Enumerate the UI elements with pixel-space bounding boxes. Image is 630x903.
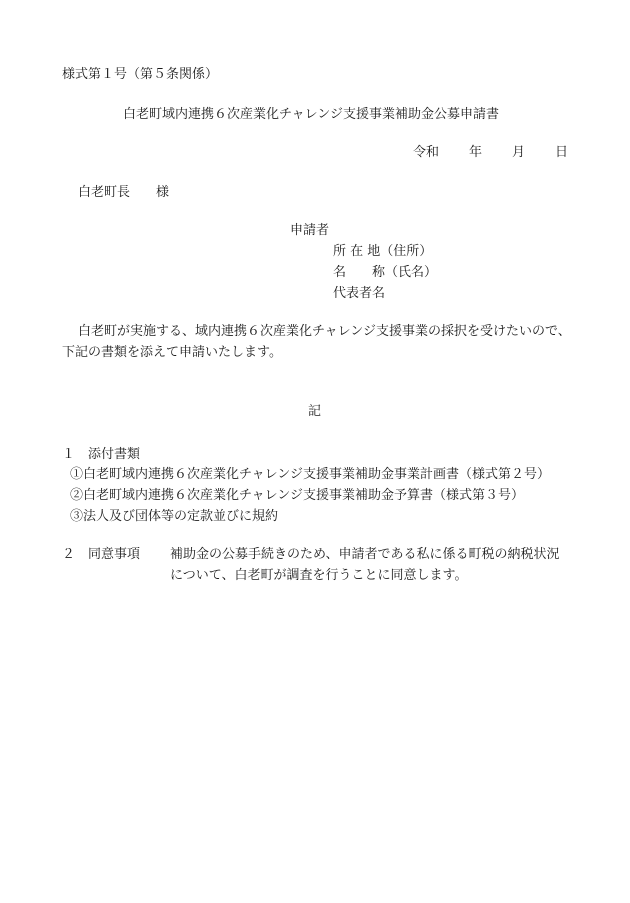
form-number: 様式第１号（第５条関係） <box>62 67 219 82</box>
body-text-line-1: 白老町が実施する、域内連携６次産業化チャレンジ支援事業の採択を受けたいので、 <box>78 324 571 339</box>
applicant-address-label: 所 在 地（住所） <box>333 244 433 259</box>
body-text-line-2: 下記の書類を添えて申請いたします。 <box>62 345 282 360</box>
date-day: 日 <box>554 145 568 160</box>
section-1-heading: １ 添付書類 <box>62 447 141 462</box>
date-line <box>413 144 568 162</box>
attachment-item: ①白老町域内連携６次産業化チャレンジ支援事業補助金事業計画書（様式第２号） <box>70 467 550 482</box>
applicant-heading: 申請者 <box>290 223 330 238</box>
date-era: 令和 <box>412 145 439 160</box>
attachment-item: ③法人及び団体等の定款並びに規約 <box>70 509 279 524</box>
consent-text-line-2: について、白老町が調査を行うことに同意します。 <box>170 568 468 583</box>
applicant-name-label: 名 称（氏名） <box>333 265 438 280</box>
date-year: 年 <box>468 145 482 160</box>
section-2-heading: ２ 同意事項 <box>62 547 141 562</box>
ki-heading: 記 <box>308 404 322 419</box>
applicant-representative-label: 代表者名 <box>333 286 386 301</box>
document-title: 白老町域内連携６次産業化チャレンジ支援事業補助金公募申請書 <box>123 107 499 122</box>
date-month: 月 <box>511 145 525 160</box>
consent-text-line-1: 補助金の公募手続きのため、申請者である私に係る町税の納税状況 <box>170 547 560 562</box>
attachment-item: ②白老町域内連携６次産業化チャレンジ支援事業補助金予算書（様式第３号） <box>70 488 524 503</box>
addressee: 白老町長 様 <box>78 185 170 200</box>
